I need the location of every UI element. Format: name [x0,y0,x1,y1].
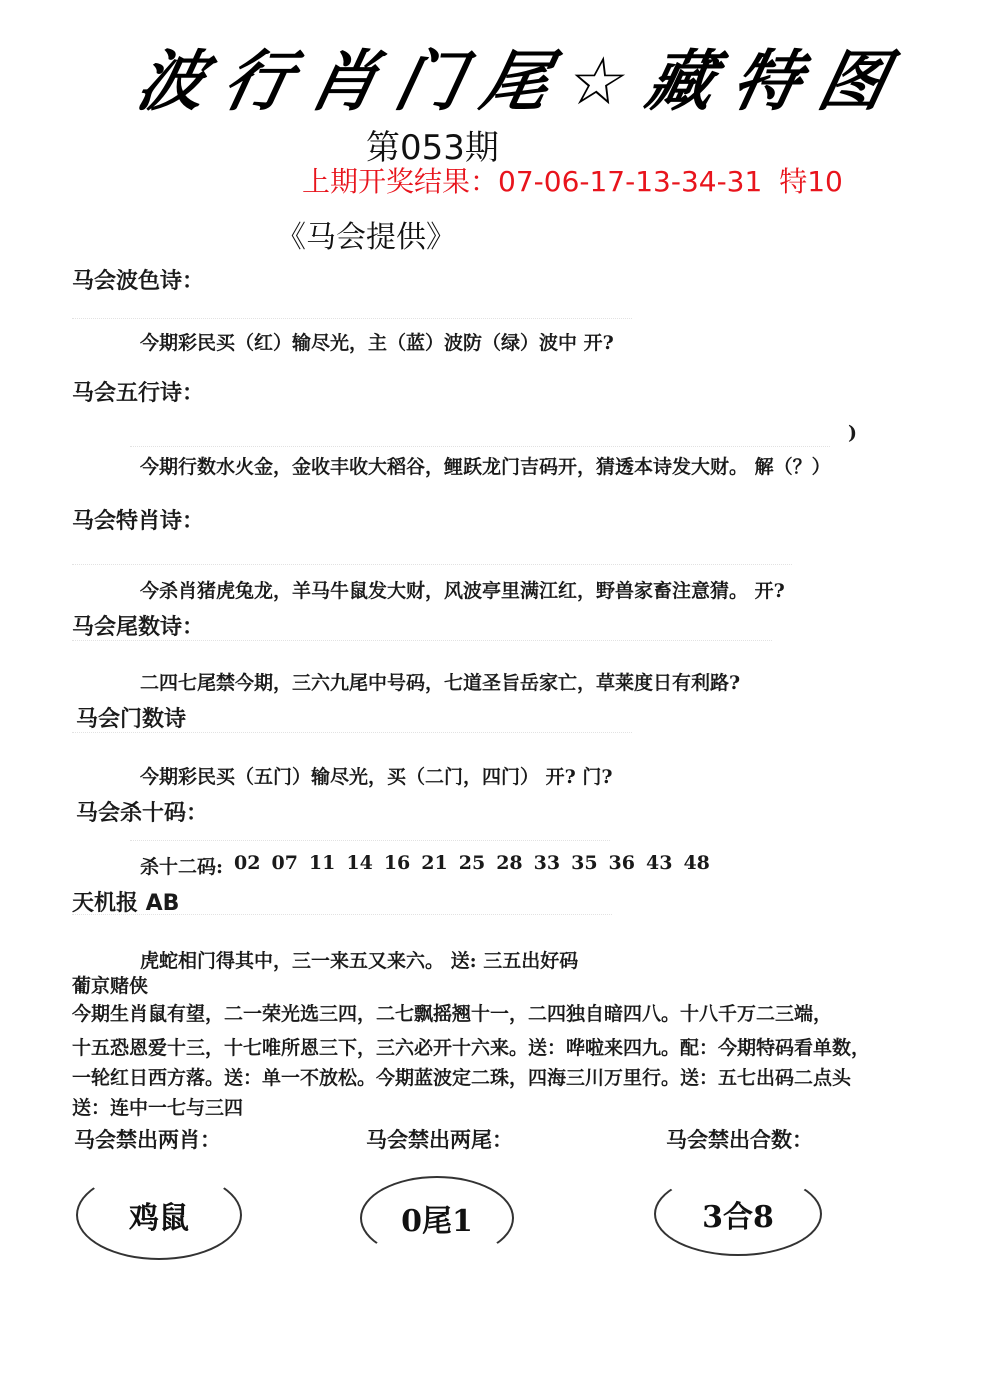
ban-oval-zodiac [76,1170,242,1260]
section-text-special-zodiac: 今杀肖猪虎兔龙，羊马牛鼠发大财，风波亭里满江红，野兽家畜注意猜。 开? [140,580,785,602]
divider [130,840,610,842]
gambler-line: 送：连中一七与三四 [72,1097,244,1119]
kill-number: 25 [458,852,486,874]
last-result-label: 上期开奖结果： [302,165,499,198]
section-label-wave-color: 马会波色诗： [72,269,205,294]
last-result [302,160,843,200]
section-label-five-elements: 马会五行诗： [72,381,205,406]
kill-number: 07 [271,852,298,874]
ban-oval-tail [360,1176,514,1260]
kill-number: 28 [496,852,523,874]
section-text-oracle: 虎蛇相门得其中，三一来五又来六。 送: 三五出好码 [140,950,579,972]
divider [72,732,632,734]
section-text-gate-number: 今期彩民买（五门）输尽光，买（二门，四门） 开? 门? [140,766,613,788]
kill-number: 43 [646,852,673,874]
kill-number: 02 [234,852,261,874]
divider [72,564,792,566]
kill-numbers-list [140,852,710,879]
ban-value-tail: 0尾1 [401,1204,473,1239]
kill-number: 14 [346,852,373,874]
ban-label-tail: 马会禁出两尾： [366,1128,513,1152]
ban-label-sum: 马会禁出合数： [666,1128,813,1152]
gambler-label: 葡京赌侠 [72,975,149,997]
divider [72,640,772,642]
gambler-line: 十五恐恩爱十三，十七唯所恩三下，三六必开十六来。送：哗啦来四九。配：今期特码看单数， [72,1037,871,1059]
issue-number: 第053期 [366,128,499,168]
section-text-tail-number: 二四七尾禁今期，三六九尾中号码，七道圣旨岳家亡，草莱度日有利路? [140,672,741,694]
kill-number: 35 [571,852,598,874]
divider [72,914,612,916]
section-label-oracle: 天机报 AB [72,891,180,916]
last-result-special: 特10 [779,165,843,198]
section-text-wave-color: 今期彩民买（红）输尽光，主（蓝）波防（绿）波中 开? [140,332,614,354]
kill-numbers-prefix: 杀十二码: [140,856,224,878]
divider [72,318,632,320]
gambler-line: 今期生肖鼠有望，二一荣光选三四，二七飘摇翘十一，二四独自暗四八。十八千万二三端， [72,1003,833,1025]
section-aside-five-elements: ) [848,422,857,444]
kill-number: 36 [608,852,635,874]
section-text-five-elements: 今期行数水火金，金收丰收大稻谷，鲤跃龙门吉码开，猜透本诗发大财。 解（？） [140,456,831,478]
ban-label-zodiac: 马会禁出两肖： [74,1128,221,1152]
page-title: 波行肖门尾☆藏特图 [130,43,915,120]
section-label-special-zodiac: 马会特肖诗： [72,509,205,534]
provider-heading: 《马会提供》 [276,220,456,255]
section-label-kill-numbers: 马会杀十码： [76,801,209,826]
kill-number: 33 [533,852,561,874]
ban-value-sum: 3合8 [702,1200,774,1235]
section-label-gate-number: 马会门数诗 [76,707,187,732]
ban-value-zodiac: 鸡鼠 [129,1201,189,1236]
kill-number: 21 [421,852,448,874]
kill-number: 16 [383,852,411,874]
last-result-numbers: 07-06-17-13-34-31 [498,165,763,198]
gambler-line: 一轮红日西方落。送：单一不放松。今期蓝波定二珠，四海三川万里行。送：五七出码二点头 [72,1067,852,1089]
divider [130,446,830,448]
section-label-tail-number: 马会尾数诗： [72,615,205,640]
kill-number: 11 [308,852,336,874]
ban-oval-sum [654,1172,822,1256]
kill-number: 48 [683,852,710,874]
